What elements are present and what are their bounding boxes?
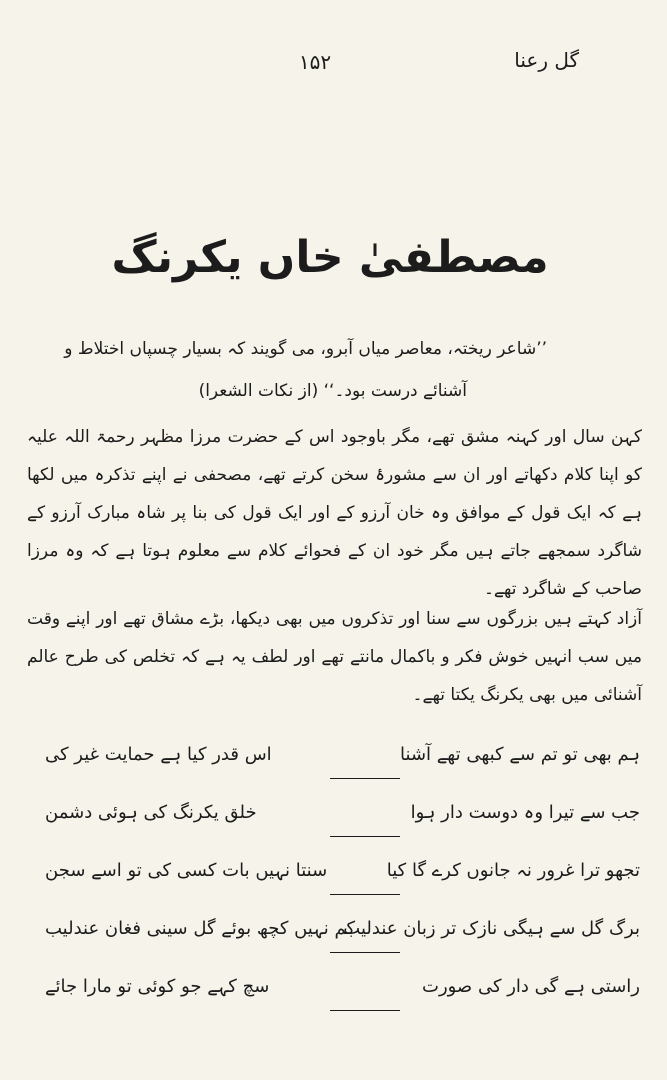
verse-second-half: سچ کہے جو کوئی تو مارا جائے — [45, 976, 270, 997]
verse-first-half: برگ گل سے ہیگی نازک تر زبان عندلیب — [343, 918, 640, 939]
verse-second-half: خلق یکرنگ کی ہوئی دشمن — [45, 802, 257, 823]
verse-second-half: اس قدر کیا ہے حمایت غیر کی — [45, 744, 272, 765]
verse-row — [30, 970, 640, 1028]
paragraph: کہن سال اور کہنہ مشق تھے، مگر باوجود اس کے حضرت مرزا مظہر رحمۃ اللہ علیہ کو اپنا کلام دکھاتے اور ان سے مشورۂ سخن کرتے تھے، مصحفی نے اپنے تذکرہ میں لکھا ہے کہ ایک قول کے موافق وہ خان آرزو کے اور ایک قول کی بنا پر شاہ مبارک آرزو کے شاگرد سمجھے جاتے ہیں مگر خود ان کے فحوائے کلام سے معلوم ہوتا ہے کہ وہ مرزا صاحب کے شاگرد تھے۔ — [27, 427, 642, 599]
verse-divider — [330, 952, 400, 953]
book-title: گل رعنا — [514, 48, 579, 72]
verse-divider — [330, 778, 400, 779]
verse-divider — [330, 836, 400, 837]
verse-row — [30, 796, 640, 854]
verse-row — [30, 912, 640, 970]
quote-line: ’’شاعر ریختہ، معاصر میاں آبرو، می گویند کہ بسیار چسپاں اختلاط و — [64, 339, 547, 359]
verse-row — [30, 738, 640, 796]
quote-line: آشنائے درست بود۔‘‘ (از نکات الشعرا) — [198, 381, 467, 401]
section-title: مصطفیٰ خاں یکرنگ — [111, 232, 549, 283]
verse-first-half: تجھو ترا غرور نہ جانوں کرے گا کیا — [386, 860, 640, 881]
verse-second-half: سنتا نہیں بات کسی کی تو اسے سجن — [45, 860, 328, 881]
verse-row — [30, 854, 640, 912]
verse-first-half: راستی ہے گی دار کی صورت — [422, 976, 640, 997]
verse-second-half: کم نہیں کچھ بوئے گل سینی فغان عندلیب — [45, 918, 356, 939]
verse-divider — [330, 1010, 400, 1011]
verse-first-half: جب سے تیرا وہ دوست دار ہوا — [410, 802, 640, 823]
verse-block — [30, 738, 640, 1028]
page-number: ۱۵۲ — [298, 50, 332, 74]
verse-first-half: ہم بھی تو تم سے کبھی تھے آشنا — [400, 744, 640, 765]
paragraph: آزاد کہتے ہیں بزرگوں سے سنا اور تذکروں میں بھی دیکھا، بڑے مشاق تھے اور اپنے وقت میں سب انہیں خوش فکر و باکمال مانتے تھے اور لطف یہ ہے کہ تخلص کی طرح عالم آشنائی میں بھی یکرنگ یکتا تھے۔ — [27, 609, 642, 705]
verse-divider — [330, 894, 400, 895]
